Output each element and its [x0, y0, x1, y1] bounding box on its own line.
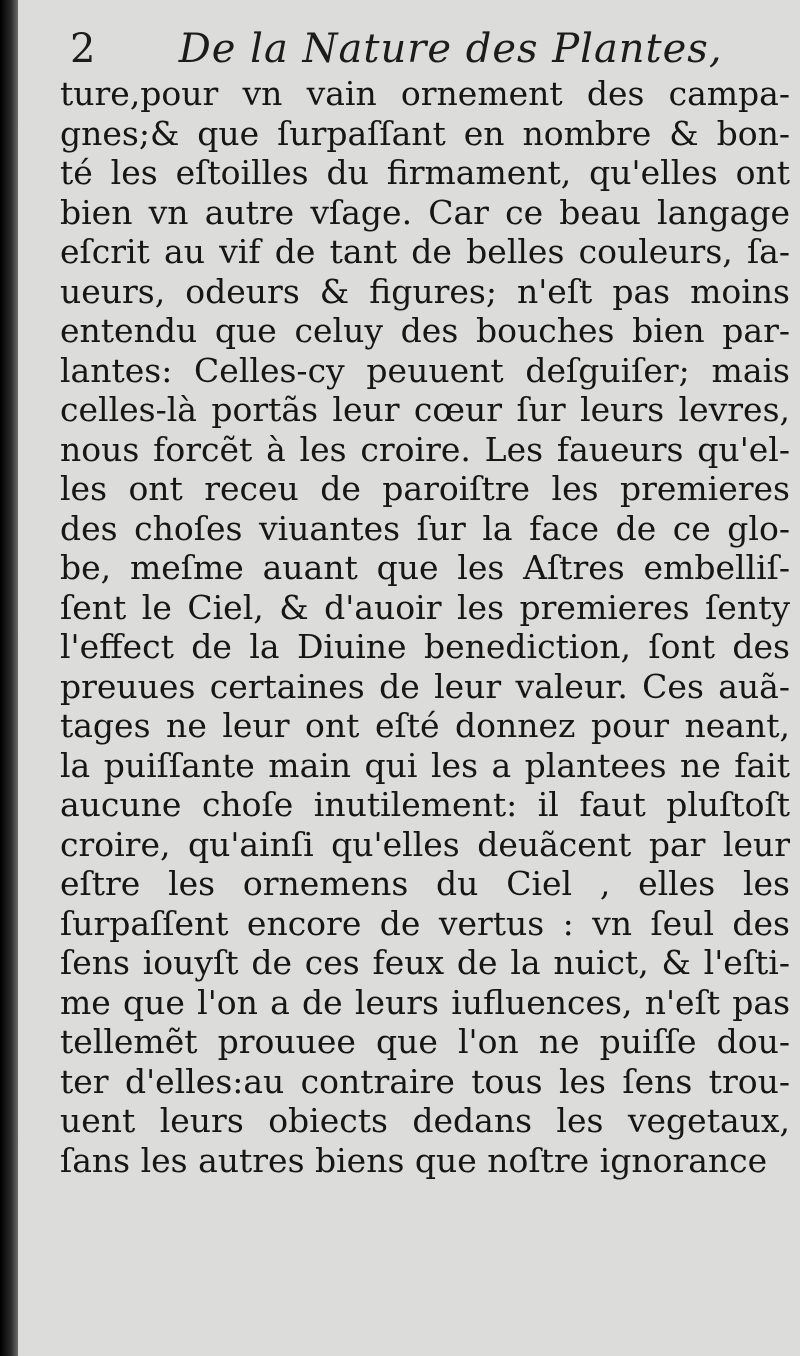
text-line: tages ne leur ont eſté donnez pour neant,: [60, 706, 790, 745]
text-line: bien vn autre vſage. Car ce beau langage: [60, 192, 790, 232]
text-line: ſurpaſſent encore de vertus : vn ſeul des: [60, 903, 790, 943]
text-line: ſent le Ciel, & d'auoir les premieres ſenty: [60, 587, 790, 627]
text-line: tellemẽt prouuee que l'on ne puiſſe dou-: [60, 1022, 790, 1061]
text-line: ſens iouyſt de ces feux de la nuict, & l'eſti-: [60, 943, 790, 982]
text-line: celles-là portãs leur cœur ſur leurs levres,: [60, 390, 790, 429]
page-number: 2: [70, 26, 96, 72]
text-line: nous forcẽt à les croire. Les faueurs qu'el-: [60, 429, 790, 469]
text-line: be, meſme auant que les Aſtres embelliſ-: [60, 548, 790, 587]
text-line: ſans les autres biens que noſtre ignorance: [60, 1140, 768, 1180]
running-head-title: De la Nature des Plantes,: [178, 26, 723, 72]
text-line: uent leurs obiects dedans les vegetaux,: [60, 1101, 790, 1140]
text-line: les ont receu de paroiſtre les premieres: [60, 469, 790, 508]
text-line: lantes: Celles-cy peuuent deſguiſer; mais: [60, 350, 790, 390]
text-line: l'effect de la Diuine benediction, ſont des: [60, 627, 790, 666]
text-line: eſcrit au vif de tant de belles couleurs, ſa-: [60, 232, 790, 271]
text-line: me que l'on a de leurs iufluences, n'eſt pas: [60, 982, 790, 1022]
text-line: croire, qu'ainſi qu'elles deuãcent par leur: [60, 824, 790, 864]
text-line: des choſes viuantes ſur la face de ce glo-: [60, 508, 790, 548]
text-line: ture,pour vn vain ornement des campa-: [60, 74, 790, 113]
body-text: [60, 74, 790, 1180]
text-line: gnes;& que ſurpaſſant en nombre & bon-: [60, 113, 790, 153]
text-line: entendu que celuy des bouches bien par-: [60, 311, 790, 350]
text-line: eſtre les ornemens du Ciel , elles les: [60, 864, 790, 903]
text-line: té les eſtoilles du firmament, qu'elles ont: [60, 153, 790, 192]
page-edge-shadow: [0, 0, 18, 1356]
book-page: [18, 0, 800, 1356]
text-line: ueurs, odeurs & figures; n'eſt pas moins: [60, 271, 790, 311]
text-line: la puiſſante main qui les a plantees ne fait: [60, 745, 790, 785]
text-line: aucune choſe inutilement: il faut pluſtoſt: [60, 785, 790, 824]
text-line: preuues certaines de leur valeur. Ces auã-: [60, 666, 790, 706]
text-line: ter d'elles:au contraire tous les ſens trou-: [60, 1061, 790, 1101]
